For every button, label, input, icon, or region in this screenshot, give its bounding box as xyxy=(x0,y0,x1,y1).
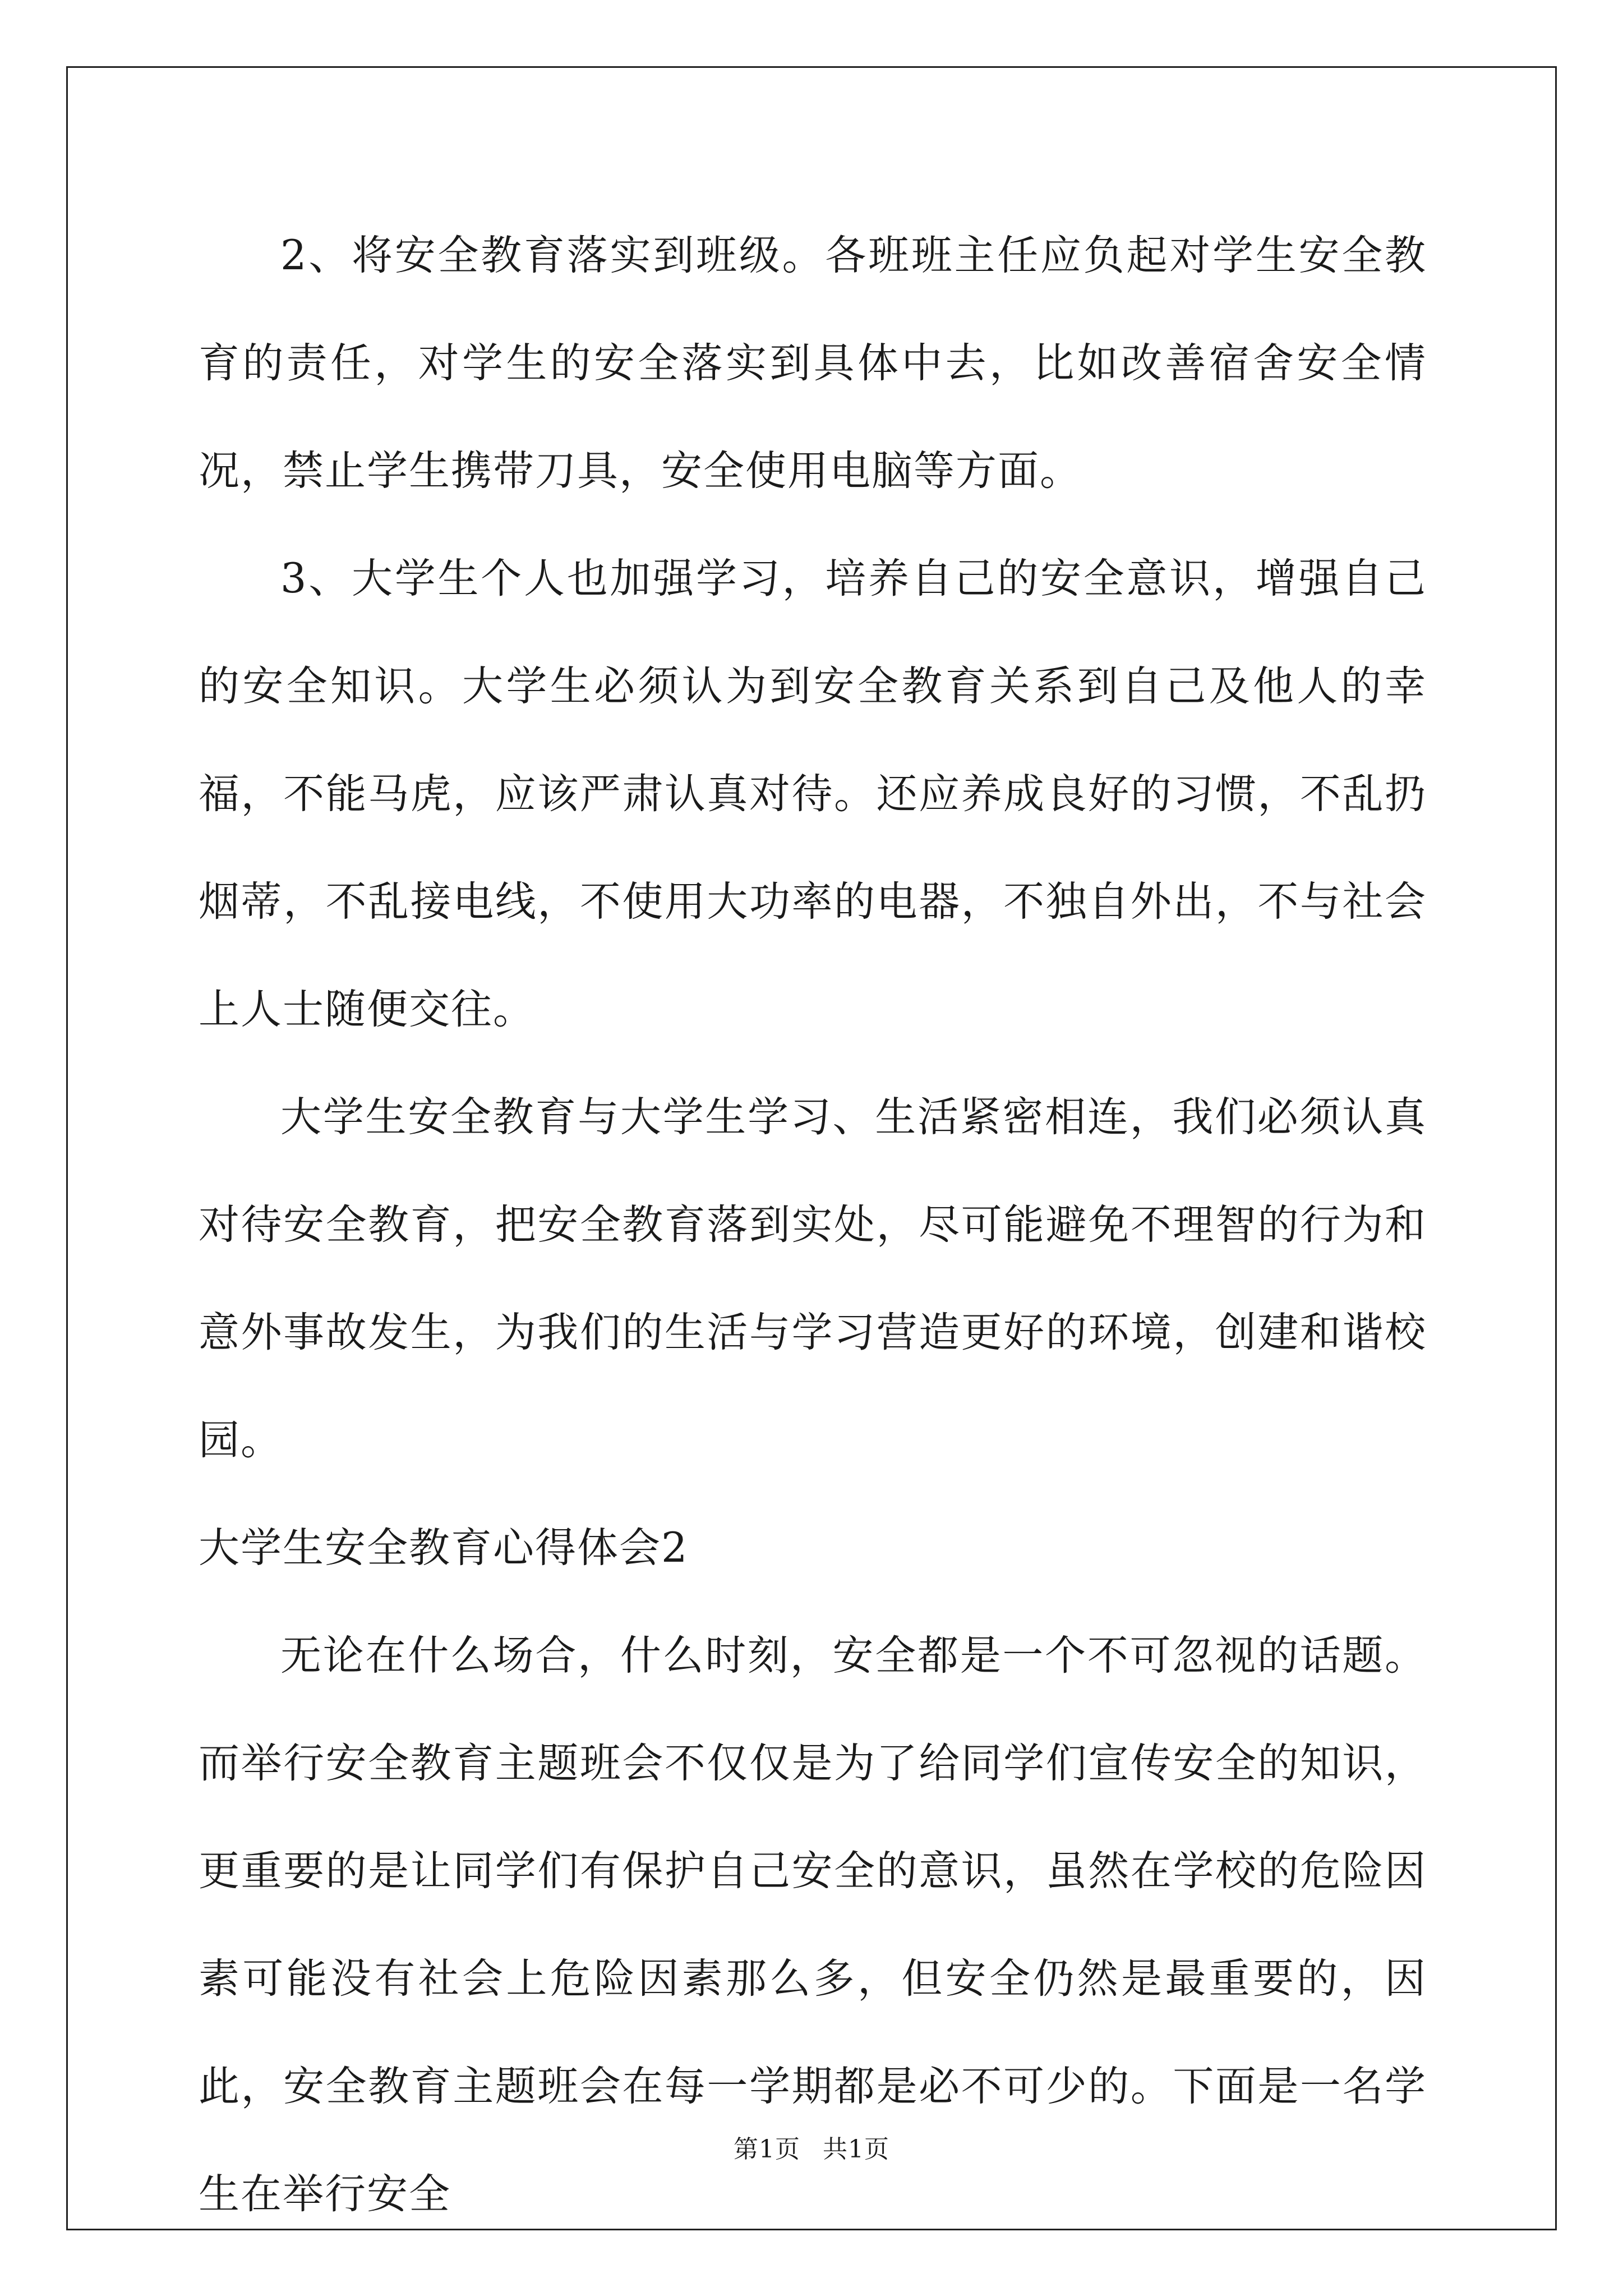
page-footer xyxy=(0,2129,1623,2165)
paragraph-1: 2、将安全教育落实到班级。各班班主任应负起对学生安全教育的责任，对学生的安全落实到具体中去，比如改善宿舍安全情况，禁止学生携带刀具，安全使用电脑等方面。 xyxy=(199,232,1427,495)
section-heading: 大学生安全教育心得体会2 xyxy=(199,1524,689,1572)
page-number-total: 共1页 xyxy=(823,2135,889,2164)
paragraph-4: 无论在什么场合，什么时刻，安全都是一个不可忽视的话题。而举行安全教育主题班会不仅仅是为了给同学们宣传安全的知识，更重要的是让同学们有保护自己安全的意识，虽然在学校的危险因素可能没有社会上危险因素那么多，但安全仍然是最重要的，因此，安全教育主题班会在每一学期都是必不可少的。下面是一名学生在举行安全 xyxy=(199,1632,1427,2218)
paragraph-3: 大学生安全教育与大学生学习、生活紧密相连，我们必须认真对待安全教育，把安全教育落到实处，尽可能避免不理智的行为和意外事故发生，为我们的生活与学习营造更好的环境，创建和谐校园。 xyxy=(199,1093,1427,1464)
paragraph-2: 3、大学生个人也加强学习，培养自己的安全意识，增强自己的安全知识。大学生必须认为到安全教育关系到自己及他人的幸福，不能马虎，应该严肃认真对待。还应养成良好的习惯，不乱扔烟蒂，不乱接电线，不使用大功率的电器，不独自外出，不与社会上人士随便交往。 xyxy=(199,555,1427,1033)
document-body xyxy=(199,202,1427,2248)
page-number-current: 第1页 xyxy=(734,2135,800,2164)
